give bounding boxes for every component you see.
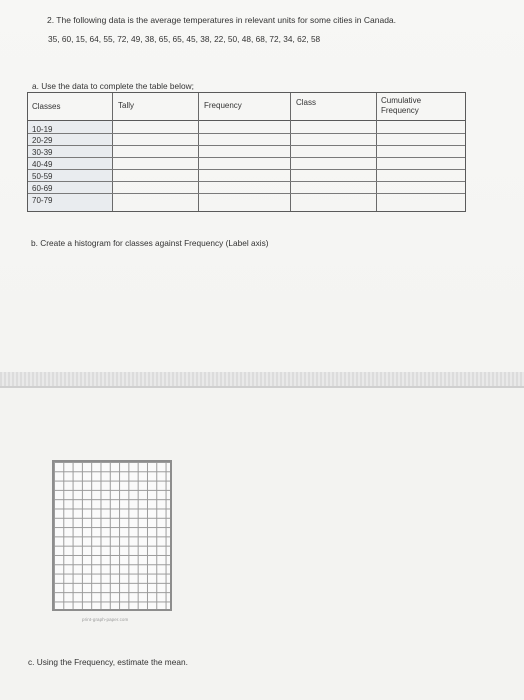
page-divider-band bbox=[0, 372, 524, 386]
graph-paper-credit: print-graph-paper.com bbox=[82, 617, 129, 622]
temperature-data: 35, 60, 15, 64, 55, 72, 49, 38, 65, 65, 45, 38, 22, 50, 48, 68, 72, 34, 62, 58 bbox=[48, 34, 321, 44]
table-header-row bbox=[28, 93, 465, 121]
row-divider bbox=[28, 193, 465, 194]
class-label: 10-19 bbox=[32, 125, 53, 134]
header-classes: Classes bbox=[32, 102, 61, 111]
header-tally: Tally bbox=[118, 101, 135, 110]
row-divider bbox=[28, 145, 465, 146]
class-label: 20-29 bbox=[32, 136, 53, 145]
frequency-table bbox=[27, 92, 466, 212]
header-cumulative-line1: Cumulative bbox=[381, 96, 422, 105]
header-class-mark: Class bbox=[296, 98, 317, 107]
header-cumulative-line2: Frequency bbox=[381, 106, 419, 115]
class-label: 60-69 bbox=[32, 184, 53, 193]
class-label: 50-59 bbox=[32, 172, 53, 181]
class-label: 40-49 bbox=[32, 160, 53, 169]
question-title: 2. The following data is the average temperatures in relevant units for some cities in Canada. bbox=[47, 15, 397, 25]
graph-paper-grid bbox=[52, 460, 172, 611]
header-frequency: Frequency bbox=[204, 101, 242, 110]
part-a-instruction: a. Use the data to complete the table below; bbox=[32, 81, 194, 91]
row-divider bbox=[28, 157, 465, 158]
class-label: 30-39 bbox=[32, 148, 53, 157]
part-b-instruction: b. Create a histogram for classes against Frequency (Label axis) bbox=[31, 238, 269, 248]
row-divider bbox=[28, 181, 465, 182]
part-c-instruction: c. Using the Frequency, estimate the mean. bbox=[28, 657, 188, 667]
row-divider bbox=[28, 169, 465, 170]
row-divider bbox=[28, 133, 465, 134]
class-label: 70-79 bbox=[32, 196, 53, 205]
